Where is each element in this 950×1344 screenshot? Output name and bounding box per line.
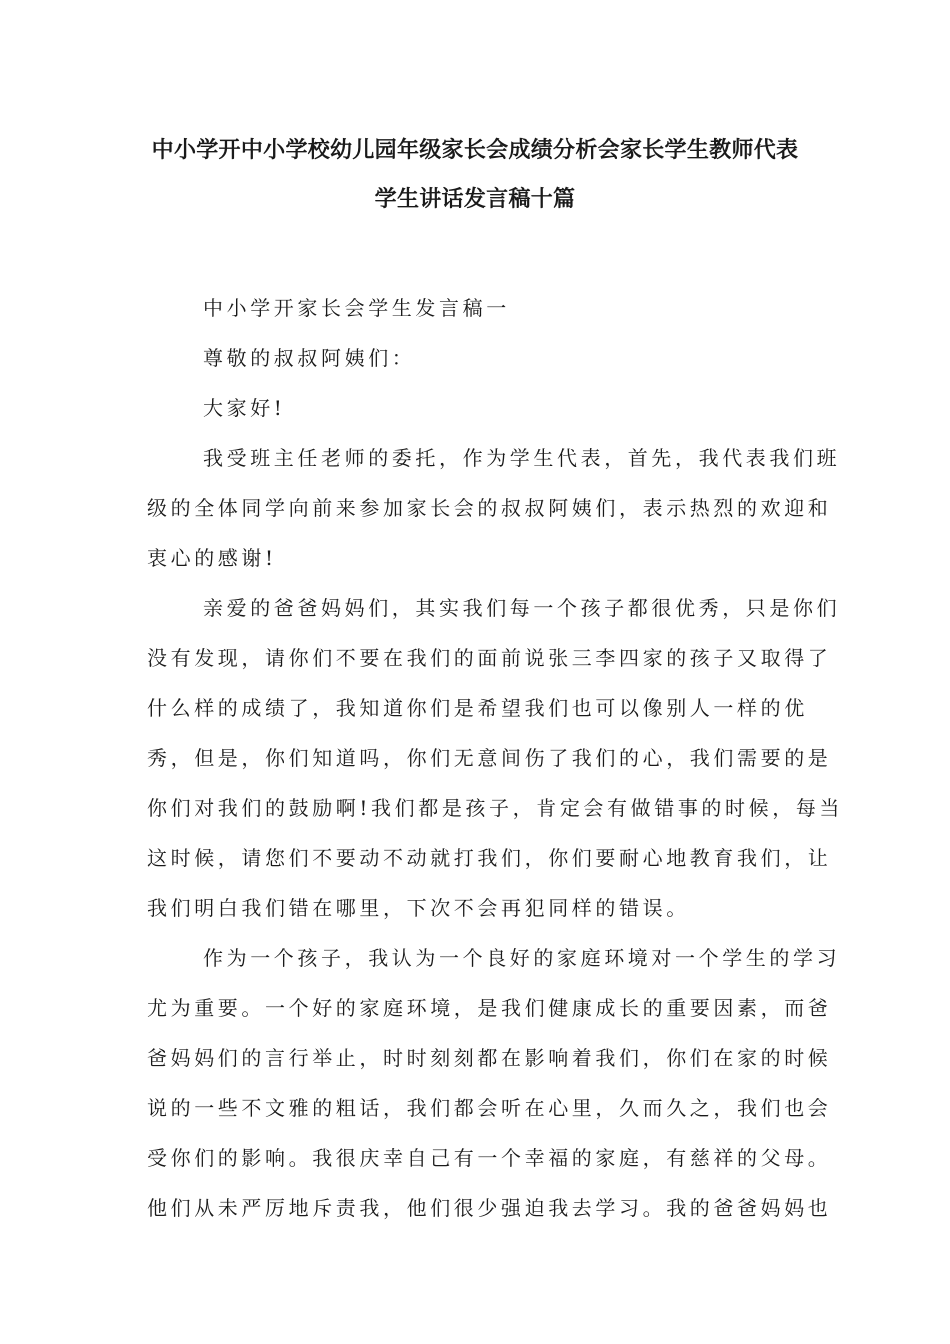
greeting: 大家好! bbox=[203, 396, 286, 420]
salutation: 尊敬的叔叔阿姨们： bbox=[203, 346, 416, 370]
paragraph-line: 这时候，请您们不要动不动就打我们，你们要耐心地教育我们，让 bbox=[147, 846, 832, 870]
paragraph-line: 没有发现，请你们不要在我们的面前说张三李四家的孩子又取得了 bbox=[147, 646, 832, 670]
paragraph-line: 他们从未严厉地斥责我，他们很少强迫我去学习。我的爸爸妈妈也 bbox=[147, 1196, 832, 1220]
paragraph-line: 亲爱的爸爸妈妈们，其实我们每一个孩子都很优秀，只是你们 bbox=[203, 596, 841, 620]
paragraph-2 bbox=[147, 583, 844, 933]
document-title-line-2: 学生讲话发言稿十篇 bbox=[374, 187, 576, 212]
section-heading: 中小学开家长会学生发言稿一 bbox=[203, 296, 510, 320]
document-title-line-1: 中小学开中小学校幼儿园年级家长会成绩分析会家长学生教师代表 bbox=[151, 138, 799, 163]
paragraph-line: 爸妈妈们的言行举止，时时刻刻都在影响着我们，你们在家的时候 bbox=[147, 1046, 832, 1070]
paragraph-line: 什么样的成绩了，我知道你们是希望我们也可以像别人一样的优 bbox=[147, 696, 808, 720]
paragraph-line: 级的全体同学向前来参加家长会的叔叔阿姨们，表示热烈的欢迎和 bbox=[147, 496, 832, 520]
paragraph-line: 我受班主任老师的委托，作为学生代表，首先，我代表我们班 bbox=[203, 446, 841, 470]
paragraph-line: 秀，但是，你们知道吗，你们无意间伤了我们的心，我们需要的是 bbox=[147, 746, 832, 770]
paragraph-line: 说的一些不文雅的粗话，我们都会听在心里，久而久之，我们也会 bbox=[147, 1096, 832, 1120]
paragraph-1 bbox=[147, 433, 841, 583]
paragraph-line: 尤为重要。一个好的家庭环境，是我们健康成长的重要因素，而爸 bbox=[147, 996, 832, 1020]
document-body bbox=[147, 283, 844, 1233]
paragraph-line: 你们对我们的鼓励啊!我们都是孩子，肯定会有做错事的时候，每当 bbox=[147, 796, 844, 820]
paragraph-line: 作为一个孩子，我认为一个良好的家庭环境对一个学生的学习 bbox=[203, 946, 841, 970]
paragraph-3 bbox=[147, 933, 841, 1233]
paragraph-line: 衷心的感谢! bbox=[147, 546, 277, 570]
paragraph-line: 受你们的影响。我很庆幸自己有一个幸福的家庭，有慈祥的父母。 bbox=[147, 1146, 832, 1170]
paragraph-line: 我们明白我们错在哪里，下次不会再犯同样的错误。 bbox=[147, 896, 690, 920]
